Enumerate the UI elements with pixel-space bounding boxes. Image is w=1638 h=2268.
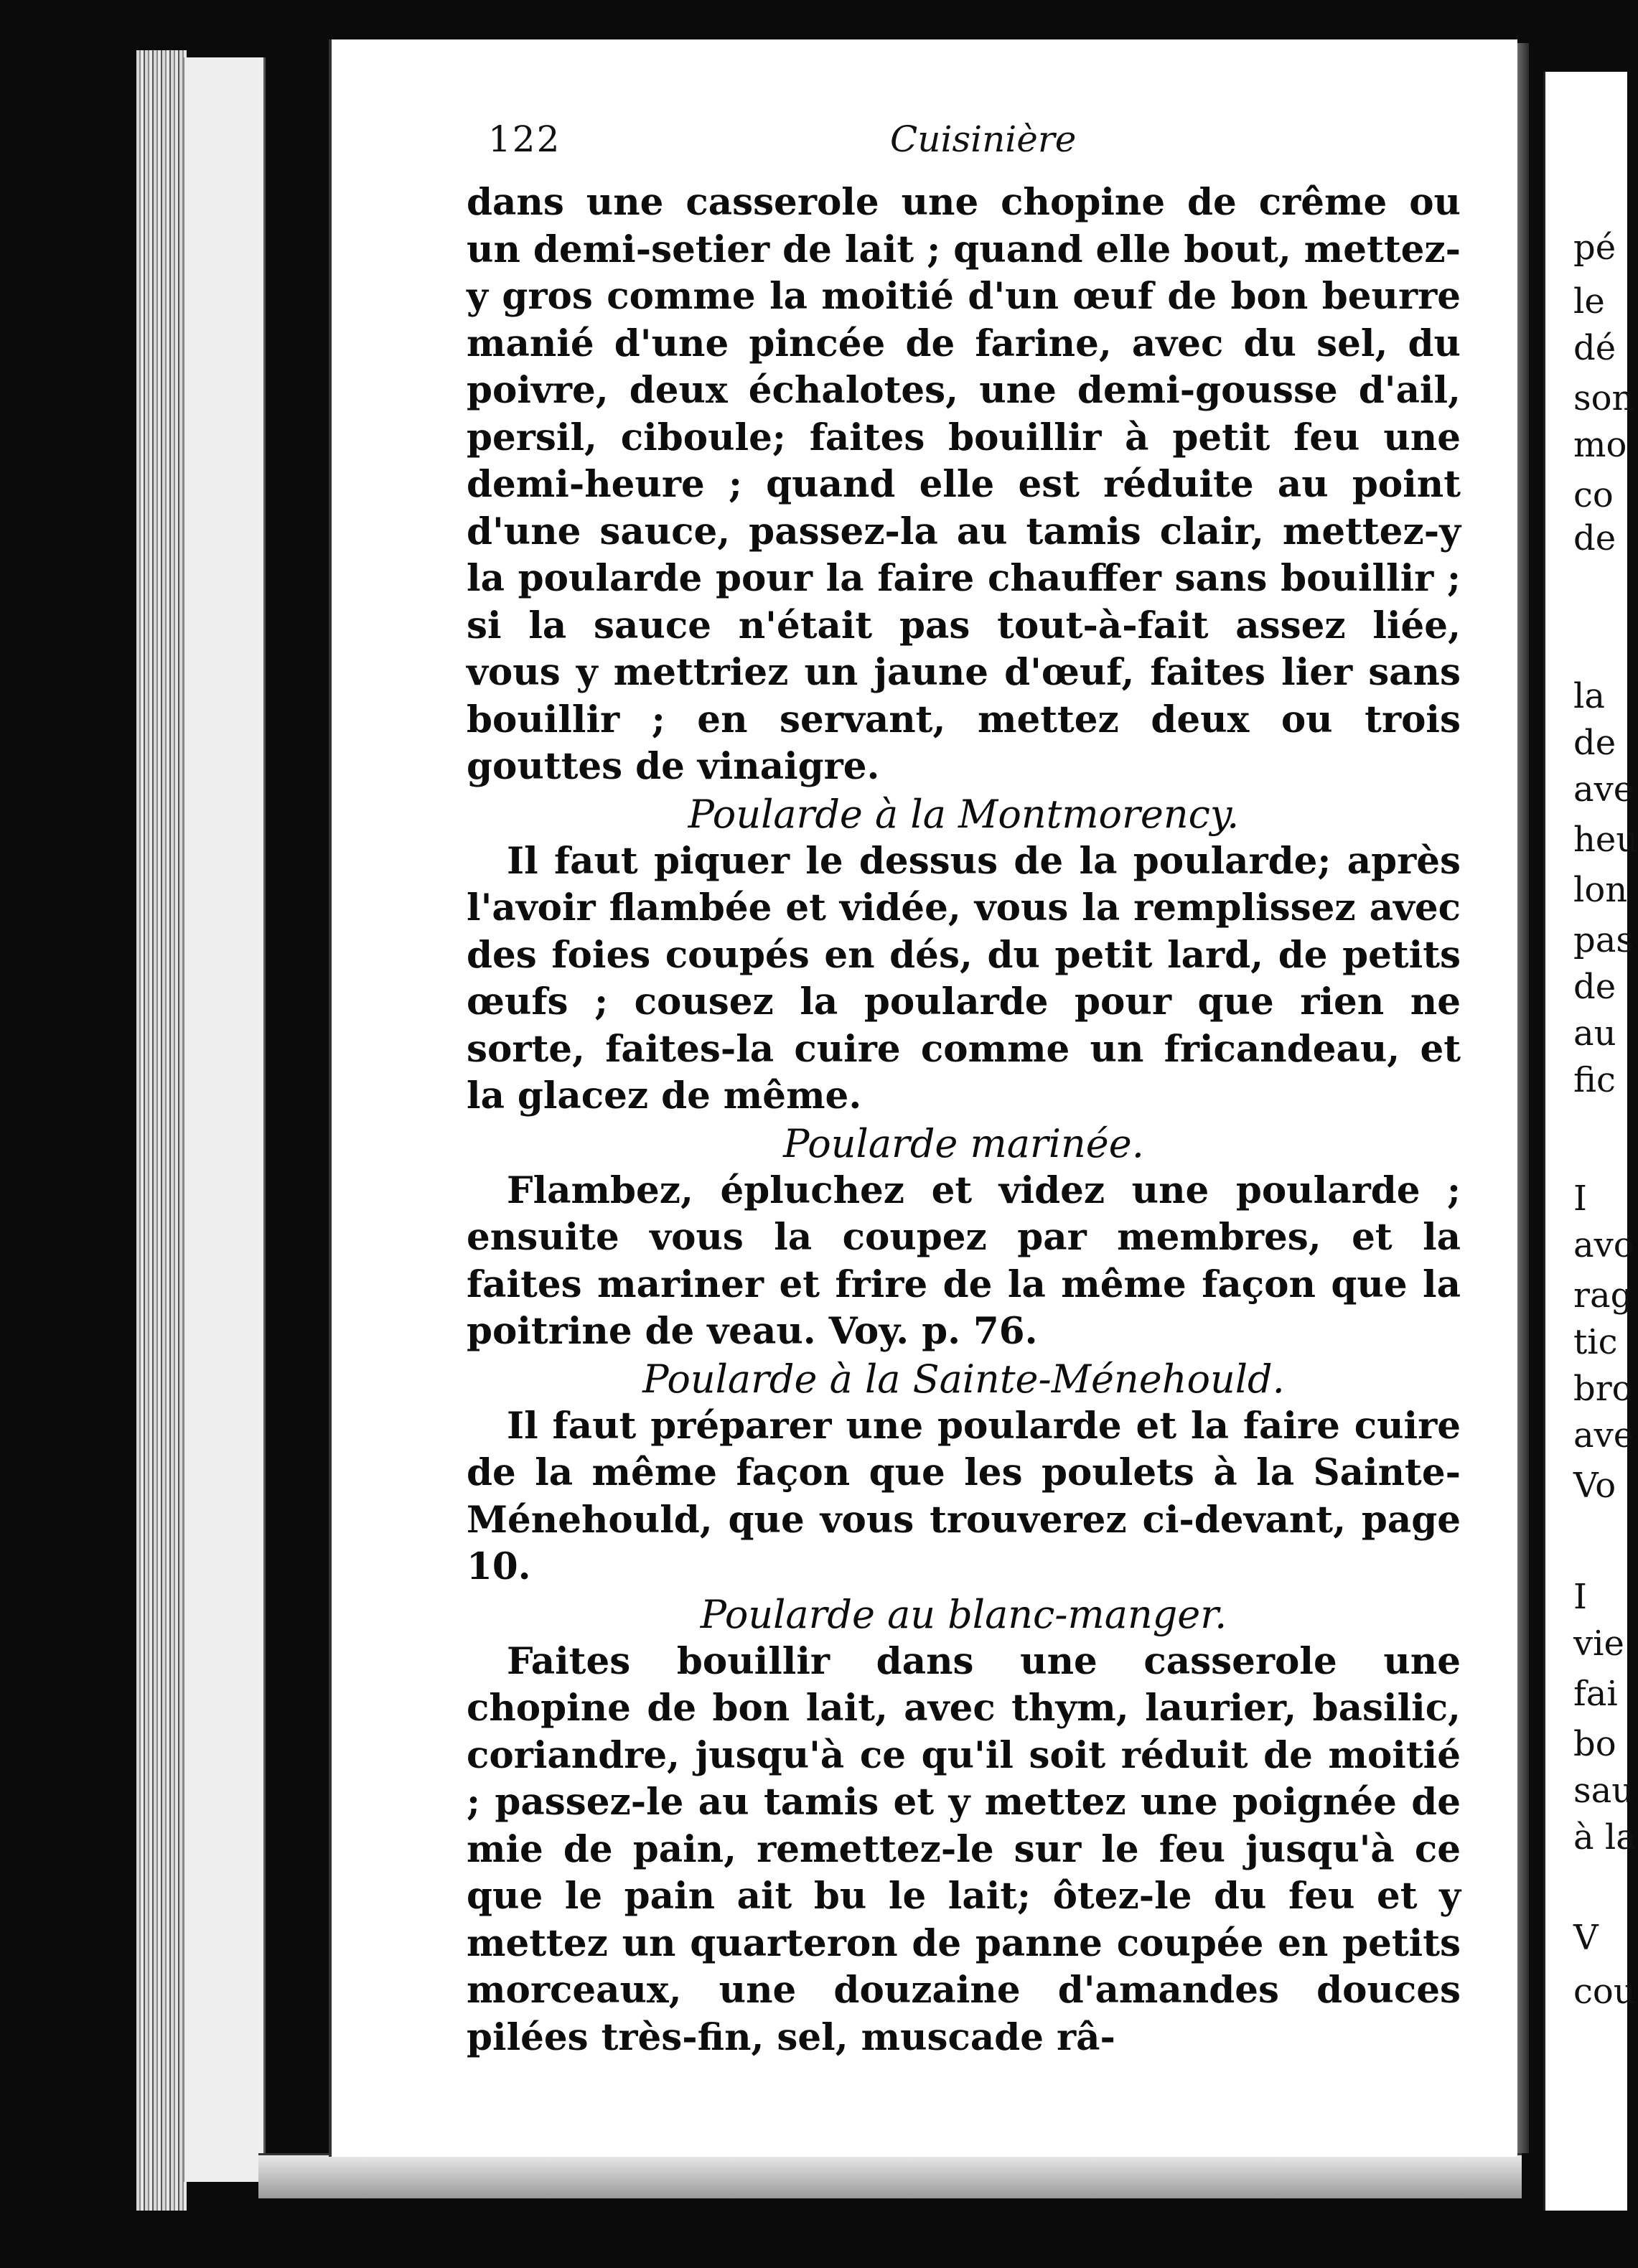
page-bottom-edge xyxy=(258,2153,1522,2198)
paragraph: Il faut préparer une poularde et la faire cuire de la même façon que les poulets à la Sainte-Ménehould, que vous trouverez ci-devant, page 10. xyxy=(467,1404,1461,1588)
right-page-line-fragment: dé xyxy=(1573,328,1616,368)
right-page-line-fragment: la xyxy=(1573,676,1605,716)
right-page-line-fragment: bo xyxy=(1573,1724,1616,1764)
recipe-heading: Poularde au blanc-manger. xyxy=(700,1591,1227,1637)
right-page-line-fragment: fai xyxy=(1573,1674,1618,1714)
paragraph: dans une casserole une chopine de crême ou un demi-setier de lait ; quand elle bout, mettez-y gros comme la moitié d'un œuf de bon beurre manié d'une pincée de farine, avec du sel, du poivre, deux échalotes, une demi-gousse d'ail, persil, ciboule; faites bouillir à petit feu une demi-heure ; quand elle est réduite au point d'une sauce, passez-la au tamis clair, mettez-y la poularde pour la faire chauffer sans bouillir ; si la sauce n'était pas tout-à-fait assez liée, vous y mettriez un jaune d'œuf, faites lier sans bouillir ; en servant, mettez deux ou trois gouttes de vinaigre. xyxy=(467,181,1461,788)
paragraph: Il faut piquer le dessus de la poularde; après l'avoir flambée et vidée, vous la remplissez avec des foies coupés en dés, du petit lard, de petits œufs ; cousez la poularde pour que rien ne sorte, faites-la cuire comme un fricandeau, et la glacez de même. xyxy=(467,839,1461,1117)
right-page-line-fragment: vie xyxy=(1573,1623,1624,1664)
right-page-line-fragment: pas xyxy=(1573,920,1634,960)
paragraph: Faites bouillir dans une casserole une chopine de bon lait, avec thym, laurier, basilic, coriandre, jusqu'à ce qu'il soit réduit de moitié ; passez-le au tamis et y mettez une poignée de mie de pain, remettez-le sur le feu jusqu'à ce que le pain ait bu le lait; ôtez-le du feu et y mettez un quarteron de panne coupée en petits morceaux, une douzaine d'amandes douces pilées très-fin, sel, muscade râ- xyxy=(467,1639,1461,2059)
right-page-line-fragment: heu xyxy=(1573,820,1638,860)
right-page-line-fragment: co xyxy=(1573,475,1614,515)
page-body xyxy=(467,179,1461,2061)
right-page-line-fragment: avo xyxy=(1573,1225,1634,1265)
right-page-line-fragment: Vo xyxy=(1573,1466,1616,1506)
right-page-line-fragment: lon xyxy=(1573,870,1628,910)
right-page-line-fragment: pé xyxy=(1573,228,1616,268)
right-page-line-fragment: le xyxy=(1573,281,1605,322)
right-page-line-fragment: au xyxy=(1573,1013,1616,1054)
book-spine xyxy=(136,50,187,2211)
right-page-line-fragment: fic xyxy=(1573,1060,1616,1100)
right-page-line-fragment: ave xyxy=(1573,769,1634,810)
page-number: 122 xyxy=(488,118,561,160)
right-page-line-fragment: mo xyxy=(1573,425,1627,465)
recipe-heading: Poularde marinée. xyxy=(783,1120,1144,1166)
paragraph: Flambez, épluchez et videz une poularde ; ensuite vous la coupez par membres, et la faites mariner et frire de la même façon que la poitrine de veau. Voy. p. 76. xyxy=(467,1168,1461,1353)
right-page-line-fragment: de xyxy=(1573,518,1616,558)
recipe-heading: Poularde à la Montmorency. xyxy=(688,791,1240,837)
running-title: Cuisinière xyxy=(890,118,1077,160)
right-page-line-fragment: de xyxy=(1573,723,1616,763)
right-page-line-fragment: bro xyxy=(1573,1369,1633,1409)
right-page-line-fragment: son xyxy=(1573,378,1634,418)
page-header xyxy=(488,118,1464,176)
right-page-line-fragment: ave xyxy=(1573,1415,1634,1456)
right-page-line-fragment: I xyxy=(1573,1577,1587,1617)
right-page-line-fragment: rag xyxy=(1573,1275,1633,1316)
page-stack-edge xyxy=(183,57,266,2182)
right-page-line-fragment: tic xyxy=(1573,1322,1618,1362)
right-page-line-fragment: cou xyxy=(1573,1972,1636,2012)
recipe-heading: Poularde à la Sainte-Ménehould. xyxy=(642,1356,1285,1402)
right-page-line-fragment: V xyxy=(1573,1918,1599,1958)
right-page-line-fragment: à la xyxy=(1573,1817,1637,1857)
right-page-line-fragment: de xyxy=(1573,967,1616,1007)
right-page-line-fragment: sau xyxy=(1573,1771,1634,1811)
right-page-line-fragment: I xyxy=(1573,1178,1587,1219)
